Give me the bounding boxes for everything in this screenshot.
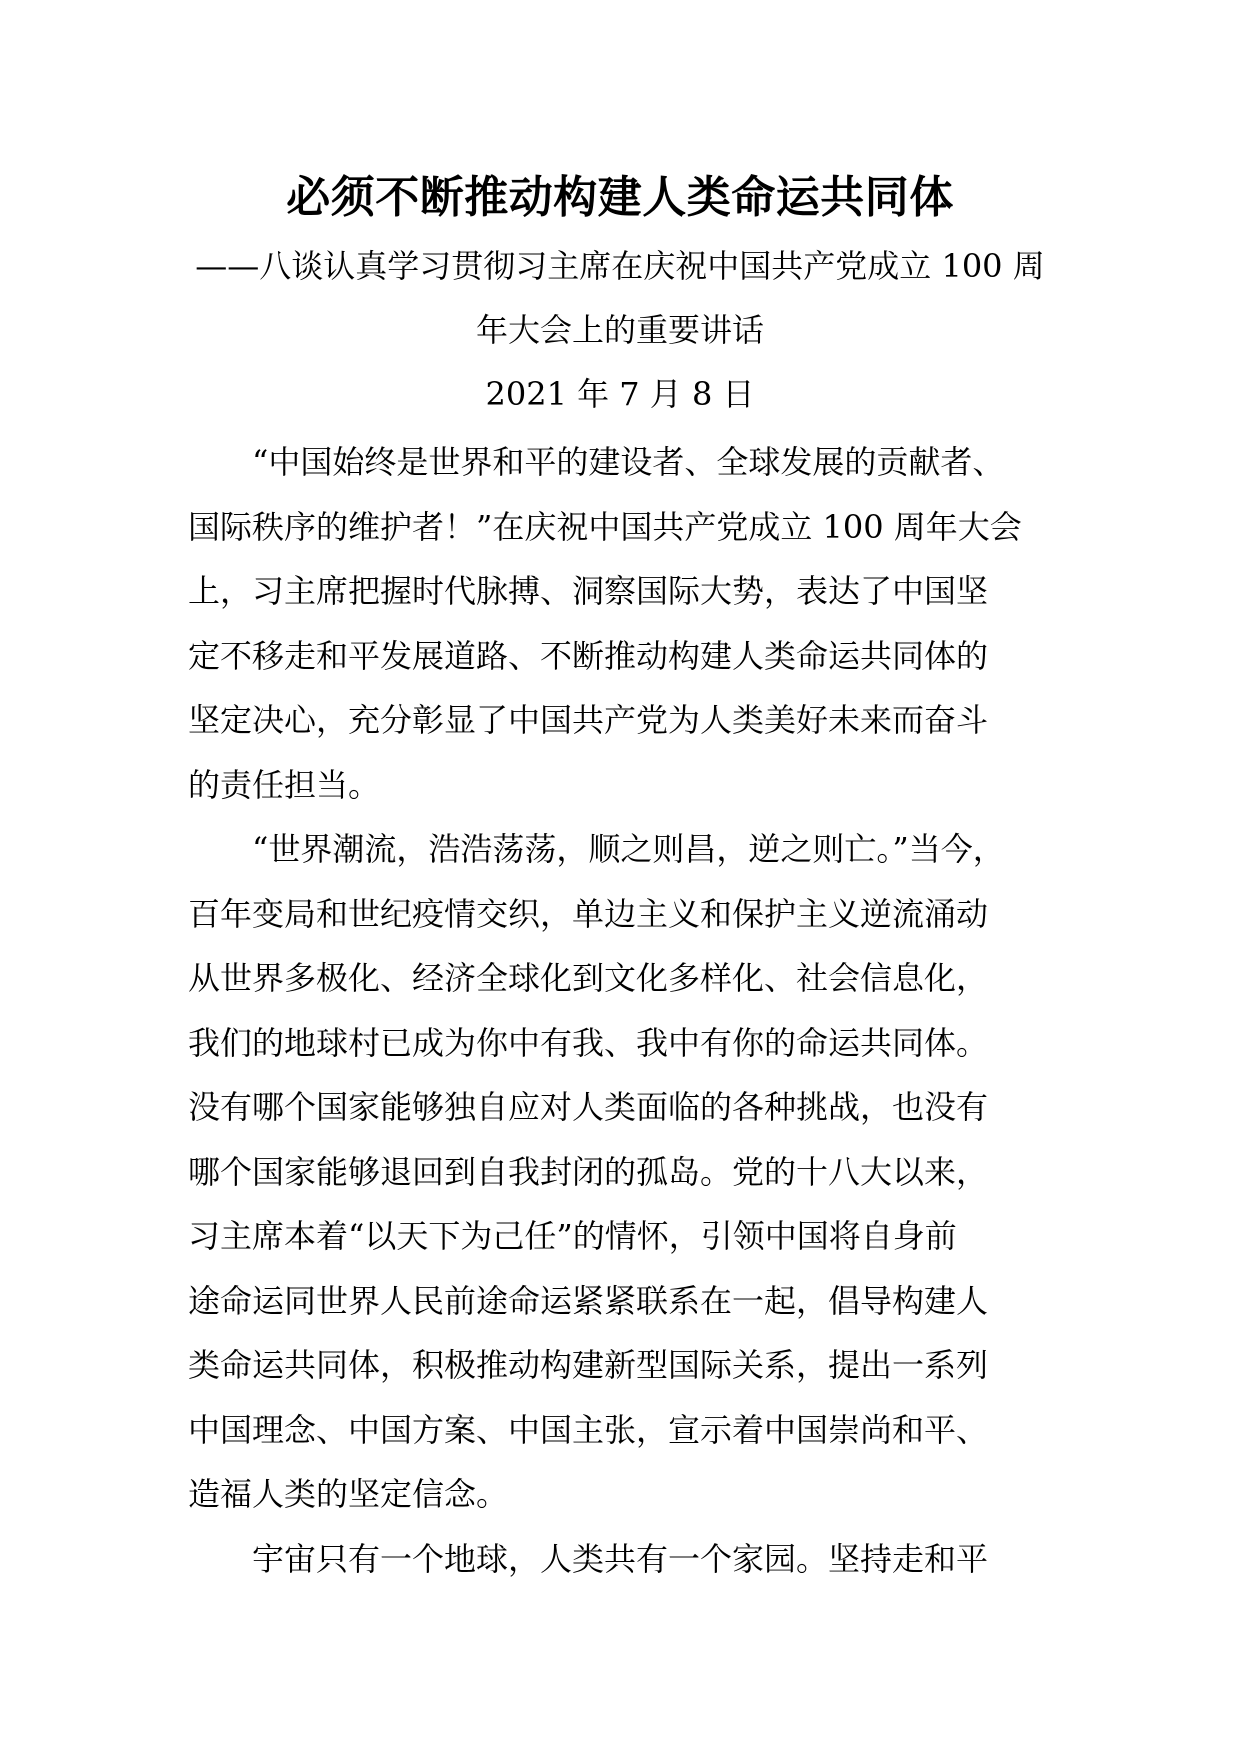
paragraph-2-line: 从世界多极化、经济全球化到文化多样化、社会信息化，: [188, 959, 989, 997]
paragraph-2-line: 没有哪个国家能够独自应对人类面临的各种挑战，也没有: [188, 1088, 989, 1126]
document-date: 2021 年 7 月 8 日: [485, 375, 755, 413]
paragraph-2-line: “世界潮流，浩浩荡荡，顺之则昌，逆之则亡。”当今，: [252, 830, 1005, 868]
subtitle-line-2: 年大会上的重要讲话: [475, 311, 764, 349]
paragraph-1-line: “中国始终是世界和平的建设者、全球发展的贡献者、: [252, 443, 1005, 481]
paragraph-1-line: 的责任担当。: [188, 765, 381, 804]
paragraph-1-line: 国际秩序的维护者！”在庆祝中国共产党成立 100 周年大会: [188, 507, 1022, 546]
paragraph-2-line: 我们的地球村已成为你中有我、我中有你的命运共同体。: [188, 1023, 989, 1062]
paragraph-3-line: 宇宙只有一个地球，人类共有一个家园。坚持走和平: [252, 1539, 989, 1578]
paragraph-2-line: 中国理念、中国方案、中国主张，宣示着中国崇尚和平、: [188, 1410, 989, 1449]
paragraph-2-line: 百年变局和世纪疫情交织，单边主义和保护主义逆流涌动: [188, 894, 989, 933]
paragraph-2-line: 类命运共同体，积极推动构建新型国际关系，提出一系列: [188, 1346, 989, 1384]
paragraph-1-line: 坚定决心，充分彰显了中国共产党为人类美好未来而奋斗: [188, 701, 989, 739]
paragraph-1-line: 定不移走和平发展道路、不断推动构建人类命运共同体的: [188, 636, 989, 675]
paragraph-1-line: 上，习主席把握时代脉搏、洞察国际大势，表达了中国坚: [188, 572, 989, 610]
paragraph-2-line: 途命运同世界人民前途命运紧紧联系在一起，倡导构建人: [188, 1281, 989, 1320]
subtitle-line-1: ——八谈认真学习贯彻习主席在庆祝中国共产党成立 100 周: [195, 247, 1045, 285]
document-title: 必须不断推动构建人类命运共同体: [286, 172, 954, 223]
document-body: [188, 430, 1068, 1591]
paragraph-2-line: 造福人类的坚定信念。: [188, 1475, 509, 1513]
paragraph-2-line: 哪个国家能够退回到自我封闭的孤岛。党的十八大以来，: [188, 1152, 989, 1191]
paragraph-2-line: 习主席本着“以天下为己任”的情怀，引领中国将自身前: [188, 1217, 957, 1255]
